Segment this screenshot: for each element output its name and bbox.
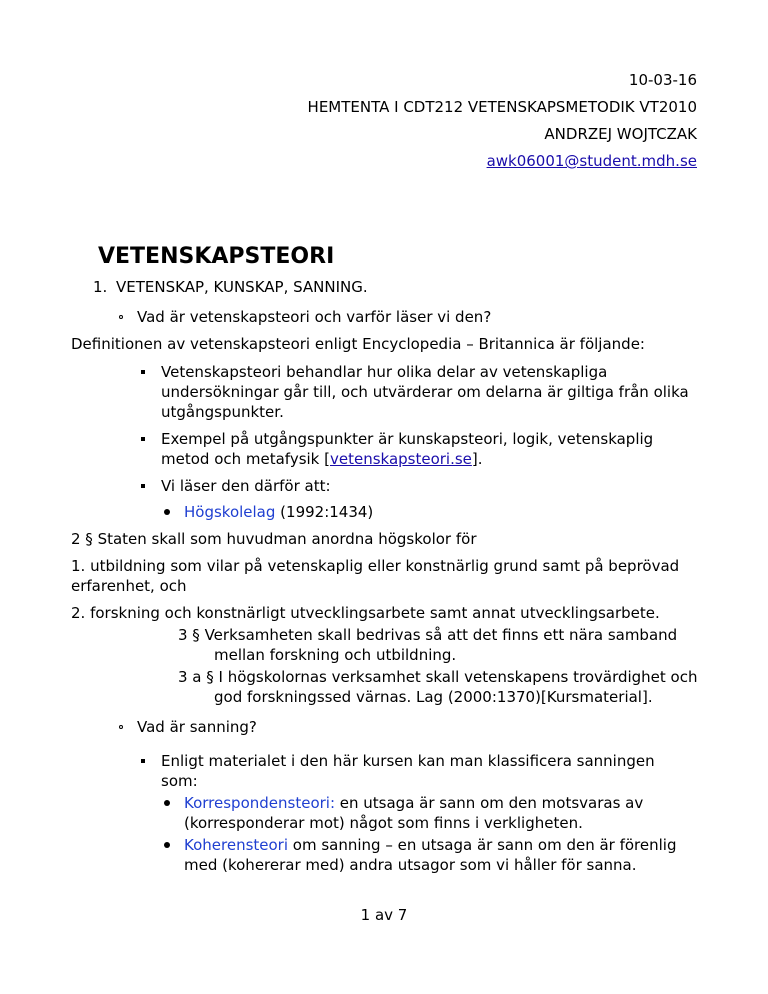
round-bullet-icon [164, 842, 170, 848]
page-title: VETENSKAPSTEORI [98, 244, 335, 269]
examples-text: Exempel på utgångspunkter är kunskapsteori, logik, vetenskaplig metod och metafysik [ [161, 430, 654, 468]
section-number: 1. [93, 278, 108, 296]
definition-intro: Definitionen av vetenskapsteori enligt Encyclopedia – Britannica är följande: [71, 335, 645, 353]
law-reference [184, 502, 373, 522]
vetenskapsteori-link[interactable]: vetenskapsteori.se [329, 450, 472, 468]
bullet-why-read: Vi läser den därför att: [161, 477, 331, 495]
page-number: 1 av 7 [360, 906, 408, 924]
author-email-link[interactable] [487, 151, 697, 171]
law-point-1: 1. utbildning som vilar på vetenskaplig eller konstnärlig grund samt på beprövad erfarenhet, och [71, 557, 680, 595]
square-bullet-icon [141, 759, 145, 763]
question-what-is-theory: Vad är vetenskapsteori och varför läser vi den? [137, 308, 492, 326]
square-bullet-icon [141, 484, 145, 488]
law-point-2: 2. forskning och konstnärligt utvecklingsarbete samt annat utvecklingsarbete. [71, 604, 660, 622]
bullet-examples [161, 429, 706, 469]
square-bullet-icon [141, 437, 145, 441]
law-paragraph-3 [178, 625, 678, 665]
theory-correspondence [184, 793, 694, 833]
round-bullet-icon [164, 509, 170, 515]
section-heading: VETENSKAP, KUNSKAP, SANNING. [116, 278, 368, 296]
document-date: 10-03-16 [628, 71, 697, 89]
law-paragraph-3a-text: 3 a § I högskolornas verksamhet skall vetenskapens trovärdighet och god forskningssed värnas. Lag (2000:1370)[Kursmaterial]. [178, 668, 698, 706]
square-bullet-icon [141, 370, 145, 374]
law-ref-number: (1992:1434) [275, 503, 374, 521]
examples-close: ]. [471, 450, 483, 468]
correspondence-text: en utsaga är sann om den motsvaras av (korresponderar mot) något som finns i verkligheten. [184, 794, 644, 832]
coherence-text: om sanning – en utsaga är sann om den är förenlig med (kohererar med) andra utsagor som vi håller för sanna. [184, 836, 677, 874]
truth-intro: Enligt materialet i den här kursen kan man klassificera sanningen som: [161, 752, 655, 790]
hogskolelag-link[interactable]: Högskolelag [184, 503, 276, 521]
law-paragraph-3-text: 3 § Verksamheten skall bedrivas så att det finns ett nära samband mellan forskning och utbildning. [178, 626, 678, 664]
law-paragraph-2: 2 § Staten skall som huvudman anordna högskolor för [71, 530, 477, 548]
koherensteori-link[interactable]: Koherensteori [184, 836, 289, 854]
bullet-definition-text: Vetenskapsteori behandlar hur olika delar av vetenskapliga undersökningar går till, och utvärderar om delarna är giltiga från olika utgångspunkter. [161, 363, 689, 421]
law-paragraph-3a [178, 667, 708, 707]
hollow-bullet-icon [119, 725, 123, 729]
hollow-bullet-icon [119, 315, 123, 319]
korrespondensteori-link[interactable]: Korrespondensteori: [184, 794, 336, 812]
course-title: HEMTENTA I CDT212 VETENSKAPSMETODIK VT2010 [307, 98, 697, 116]
theory-coherence [184, 835, 699, 875]
email-link-text[interactable]: awk06001@student.mdh.se [486, 152, 697, 170]
author-name: ANDRZEJ WOJTCZAK [544, 125, 697, 143]
round-bullet-icon [164, 800, 170, 806]
question-what-is-truth: Vad är sanning? [137, 718, 257, 736]
